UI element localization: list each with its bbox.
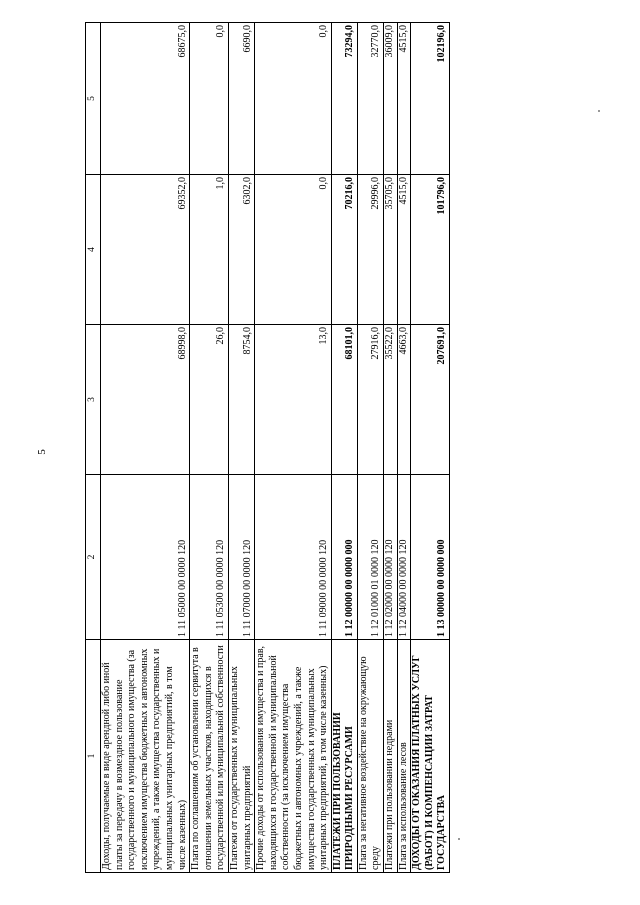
row-value-col5: 102196,0 [411, 23, 450, 175]
row-value-col3: 26,0 [190, 325, 229, 475]
row-name: Платежи при пользовании недрами [384, 640, 398, 873]
row-value-col5: 6690,0 [228, 23, 254, 175]
scan-speck [458, 838, 460, 840]
row-name: ДОХОДЫ ОТ ОКАЗАНИЯ ПЛАТНЫХ УСЛУГ (РАБОТ) И КОМПЕНСАЦИИ ЗАТРАТ ГОСУДАРСТВА [411, 640, 450, 873]
row-value-col4: 4515,0 [397, 175, 411, 325]
header-col-4: 4 [86, 175, 101, 325]
row-value-col3: 68101,0 [331, 325, 357, 475]
header-col-1: 1 [86, 640, 101, 873]
rotated-table-container [85, 25, 607, 873]
row-value-col3: 27916,0 [357, 325, 383, 475]
row-code: 1 11 07000 00 0000 120 [228, 475, 254, 640]
row-code: 1 11 09000 00 0000 120 [255, 475, 332, 640]
row-value-col5: 73294,0 [331, 23, 357, 175]
row-value-col4: 6302,0 [228, 175, 254, 325]
row-value-col3: 8754,0 [228, 325, 254, 475]
table-row [101, 23, 190, 873]
row-value-col5: 68675,0 [101, 23, 190, 175]
row-value-col4: 0,0 [255, 175, 332, 325]
row-code: 1 11 05000 00 0000 120 [101, 475, 190, 640]
table-row-section [331, 23, 357, 873]
row-code: 1 11 05300 00 0000 120 [190, 475, 229, 640]
row-value-col4: 70216,0 [331, 175, 357, 325]
row-name: Плата по соглашениям об установлении сервитута в отношении земельных участков, находящихся в государственной или муниципальной собственности [190, 640, 229, 873]
row-value-col3: 68998,0 [101, 325, 190, 475]
table-row [357, 23, 383, 873]
row-value-col5: 4515,0 [397, 23, 411, 175]
row-value-col5: 32770,0 [357, 23, 383, 175]
row-name: Доходы, получаемые в виде арендной либо иной платы за передачу в возмездное пользование государственного и муниципального имущества (за исключением имущества бюджетных и автономных учреждений, а также имущества государственных и муниципальных унитарных предприятий, в том числе казенных) [101, 640, 190, 873]
row-name: Прочие доходы от использования имущества и прав, находящихся в государственной и муниципальной собственности (за исключением имущества бюджетных и автономных учреждений, а также имущества государственных и муниципальных унитарных предприятий, в том числе казенных) [255, 640, 332, 873]
row-value-col4: 1,0 [190, 175, 229, 325]
row-value-col4: 29996,0 [357, 175, 383, 325]
row-code: 1 12 00000 00 0000 000 [331, 475, 357, 640]
table-header-row [86, 23, 101, 873]
table-row [255, 23, 332, 873]
row-code: 1 12 01000 01 0000 120 [357, 475, 383, 640]
row-code: 1 13 00000 00 0000 000 [411, 475, 450, 640]
row-value-col3: 35522,0 [384, 325, 398, 475]
row-value-col4: 101796,0 [411, 175, 450, 325]
table-row [190, 23, 229, 873]
row-value-col3: 207691,0 [411, 325, 450, 475]
page-number: 5 [35, 449, 48, 455]
row-value-col3: 13,0 [255, 325, 332, 475]
row-code: 1 12 02000 00 0000 120 [384, 475, 398, 640]
row-value-col4: 69352,0 [101, 175, 190, 325]
table-row-section [411, 23, 450, 873]
row-value-col4: 35705,0 [384, 175, 398, 325]
table-row [384, 23, 398, 873]
row-name: Плата за использование лесов [397, 640, 411, 873]
row-code: 1 12 04000 00 0000 120 [397, 475, 411, 640]
row-value-col5: 36009,0 [384, 23, 398, 175]
header-col-2: 2 [86, 475, 101, 640]
revenue-table [85, 22, 450, 873]
row-value-col3: 4663,0 [397, 325, 411, 475]
row-name: Платежи от государственных и муниципальных унитарных предприятий [228, 640, 254, 873]
scan-speck [598, 110, 600, 112]
row-value-col5: 0,0 [190, 23, 229, 175]
table-row [228, 23, 254, 873]
row-name: Плата за негативное воздействие на окружающую среду [357, 640, 383, 873]
row-name: ПЛАТЕЖИ ПРИ ПОЛЬЗОВАНИИ ПРИРОДНЫМИ РЕСУРСАМИ [331, 640, 357, 873]
row-value-col5: 0,0 [255, 23, 332, 175]
header-col-3: 3 [86, 325, 101, 475]
header-col-5: 5 [86, 23, 101, 175]
table-row [397, 23, 411, 873]
